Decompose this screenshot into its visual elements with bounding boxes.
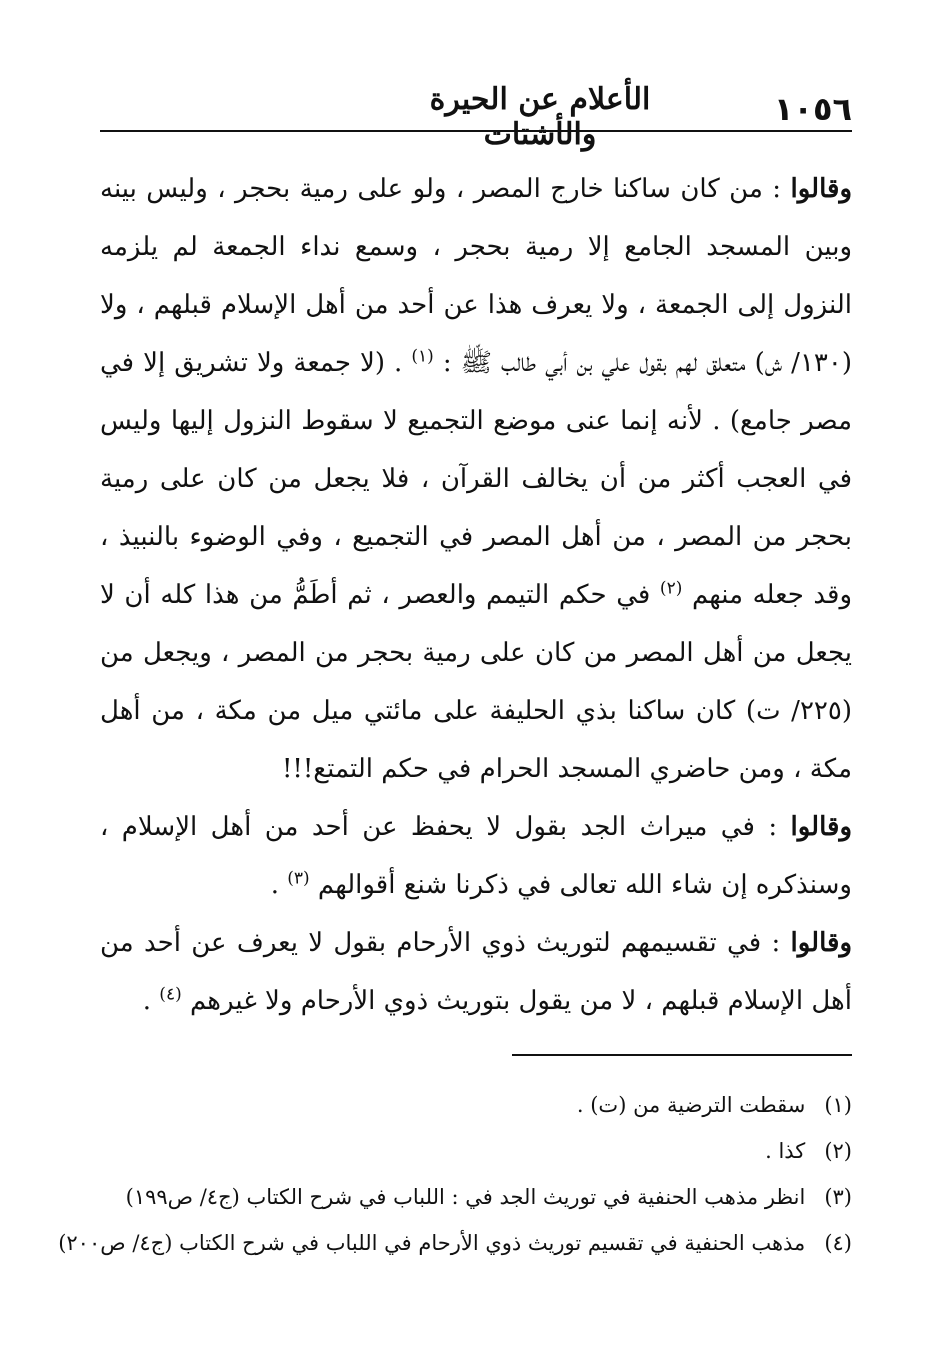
footnotes: [58, 1082, 852, 1266]
running-title: الأعلام عن الحيرة والأشتات: [429, 82, 651, 152]
footnote-ref-1[interactable]: (١): [411, 346, 434, 367]
footnote-ref-4[interactable]: (٤): [159, 984, 182, 1005]
paragraph-text: : في ميراث الجد بقول لا يحفظ عن أحد من أهل الإسلام ، وسنذكره إن شاء الله تعالى في ذكرنا شنع أقوالهم: [100, 812, 852, 900]
footnote-text: انظر مذهب الحنفية في توريث الجد في : اللباب في شرح الكتاب (ج٤/ ص١٩٩): [125, 1185, 806, 1209]
paragraph-2: [100, 798, 852, 914]
header-rule: [100, 130, 852, 132]
paragraph-text: : في تقسيمهم لتوريث ذوي الأرحام بقول لا يعرف عن أحد من أهل الإسلام قبلهم ، لا من يقول بتوريث ذوي الأرحام ولا غيرهم: [100, 928, 852, 1016]
footnote-text: كذا .: [765, 1139, 806, 1163]
paragraph-text: .: [270, 870, 279, 900]
footnote-number: (٤): [824, 1231, 852, 1255]
paragraph-lead: وقالوا: [790, 812, 852, 842]
footnote-item: [58, 1220, 852, 1266]
main-text: [100, 160, 852, 1030]
paragraph-text: في حكم التيمم والعصر ، ثم أطَمُّ من هذا كله أن لا يجعل من أهل المصر من كان على رمية بحجر من المصر ، ويجعل من (٢٢٥/ ت) كان ساكنا بذي الحليفة على مائتي ميل من مكة ، من أهل مكة ، ومن حاضري المسجد الحرام في حكم التمتع!!!: [100, 580, 852, 784]
footnote-number: (٢): [824, 1139, 852, 1163]
page-number: ١٠٥٦: [773, 90, 852, 128]
paragraph-lead: وقالوا: [790, 928, 853, 958]
paragraph-3: [100, 914, 852, 1030]
footnote-separator: [512, 1054, 852, 1056]
paragraph-lead: وقالوا: [790, 174, 853, 204]
footnote-ref-2[interactable]: (٢): [659, 578, 683, 599]
footnote-text: سقطت الترضية من (ت) .: [576, 1093, 806, 1117]
paragraph-text: .: [142, 986, 152, 1016]
page-header: [100, 76, 852, 152]
paragraph-text: : من كان ساكنا خارج المصر ، ولو على رمية بحجر ، وليس بينه وبين المسجد الجامع إلا رمية بحجر ، وسمع نداء الجمعة لم يلزمه النزول إلى الجمعة ، ولا يعرف هذا عن أحد من أهل الإسلام قبلهم ، ولا (١٣٠/ ش) متعلق لهم بقول علي بن أبي طالب ﷺ :: [100, 174, 852, 378]
footnote-item: [100, 1174, 852, 1220]
footnote-item: [100, 1082, 852, 1128]
footnote-text: مذهب الحنفية في تقسيم توريث ذوي الأرحام في اللباب في شرح الكتاب (ج٤/ ص٢٠٠): [58, 1231, 806, 1255]
paragraph-text: . (لا جمعة ولا تشريق إلا في مصر جامع) . لأنه إنما عنى موضع التجميع لا سقوط النزول إليها وليس في العجب أكثر من أن يخالف القرآن ، فلا يجعل من كان على رمية بحجر من المصر ، من أهل المصر في التجميع ، وفي الوضوء بالنبيذ ، وقد جعله منهم: [100, 348, 853, 610]
footnote-item: [100, 1128, 852, 1174]
footnote-number: (١): [824, 1093, 852, 1117]
paragraph-1: [100, 160, 852, 798]
footnote-number: (٣): [824, 1185, 852, 1209]
footnote-ref-3[interactable]: (٣): [287, 868, 310, 889]
